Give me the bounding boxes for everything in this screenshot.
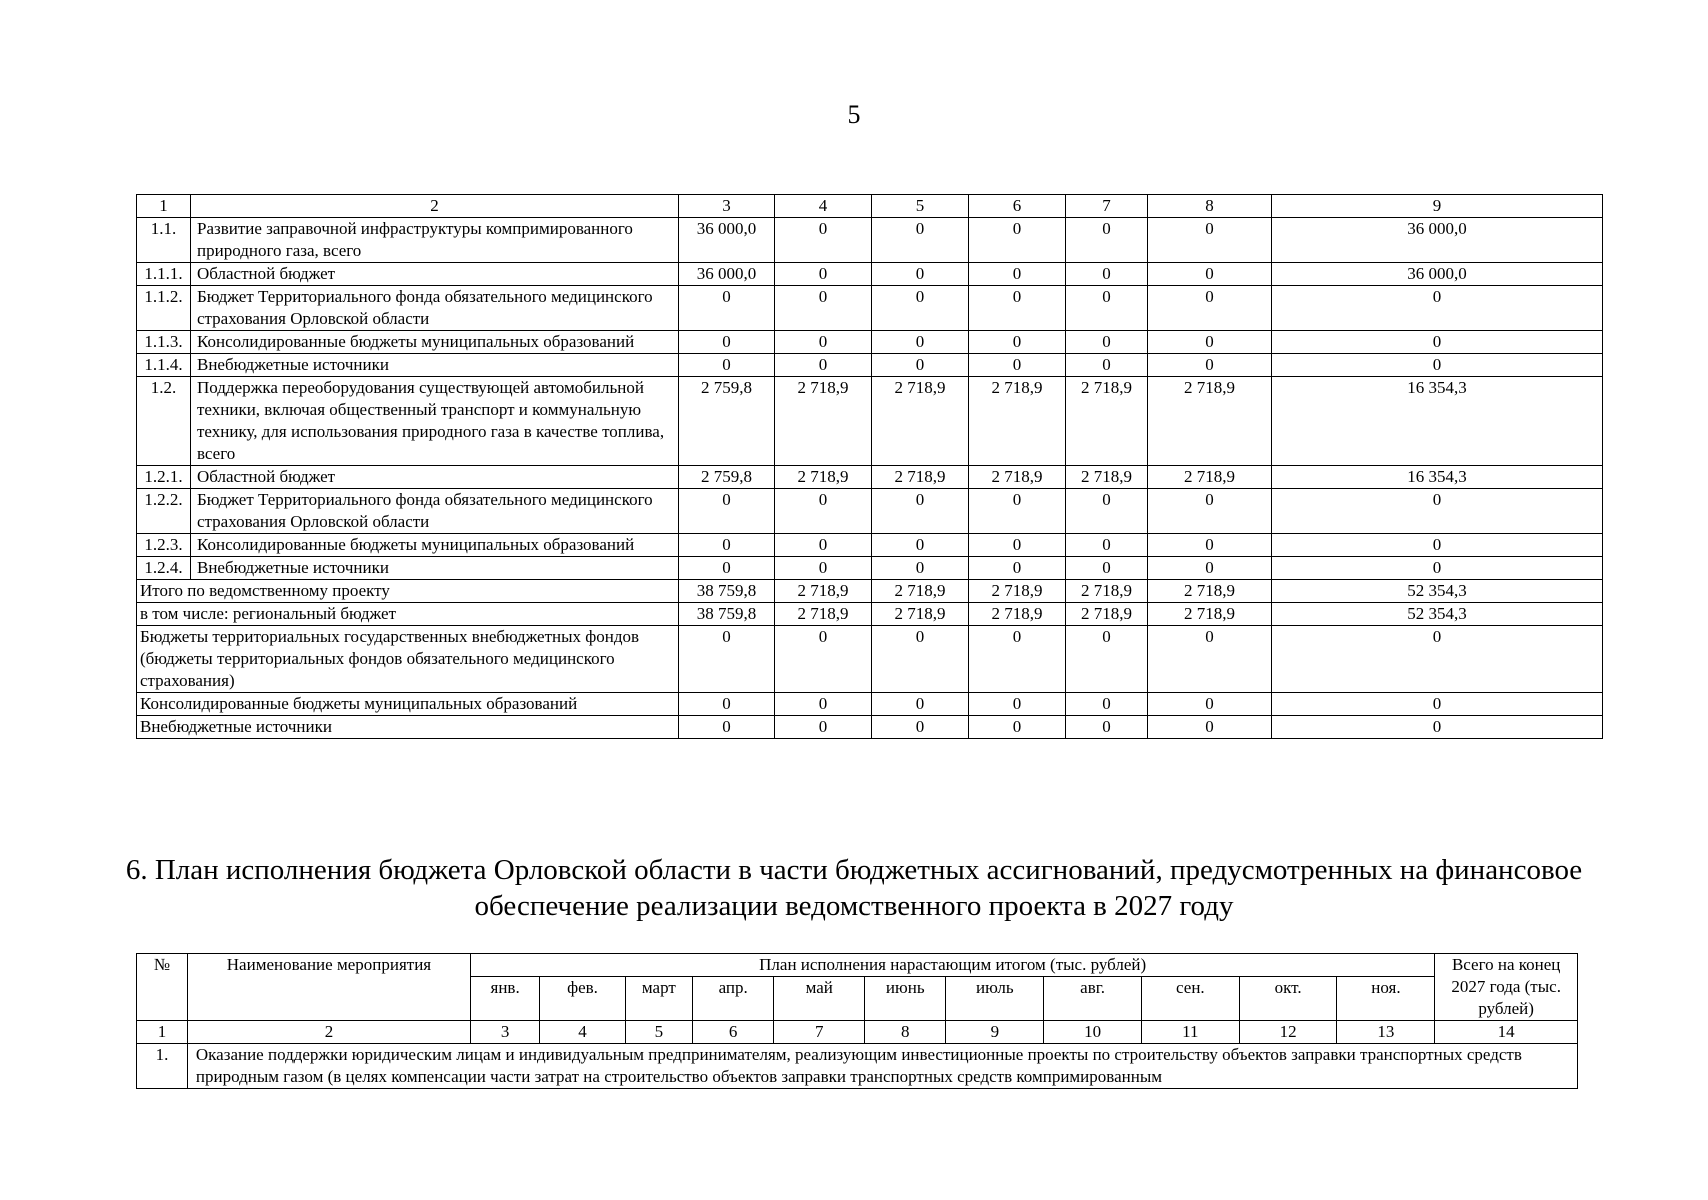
total-row-name: Итого по ведомственному проекту [137,580,679,603]
value-cell: 0 [775,534,872,557]
value-cell: 2 718,9 [872,603,969,626]
value-cell: 0 [679,557,775,580]
value-cell: 0 [1066,331,1148,354]
value-cell: 0 [872,218,969,263]
total-row [137,693,1603,716]
row-name: Консолидированные бюджеты муниципальных образований [191,534,679,557]
value-cell: 0 [969,626,1066,693]
month-header: сен. [1141,977,1239,1021]
value-cell: 2 759,8 [679,466,775,489]
value-cell: 0 [775,489,872,534]
value-cell: 2 718,9 [872,377,969,466]
value-cell: 0 [679,286,775,331]
value-cell: 38 759,8 [679,603,775,626]
value-cell: 2 718,9 [969,466,1066,489]
row-number: 1. [137,1044,188,1089]
column-index-cell: 9 [946,1021,1044,1044]
value-cell: 0 [1148,218,1272,263]
row-number: 1.1.1. [137,263,191,286]
col-plan-header: План исполнения нарастающим итогом (тыс. рублей) [470,954,1434,977]
value-cell: 2 718,9 [1148,603,1272,626]
value-cell: 0 [775,218,872,263]
col-total-header: Всего на конец 2027 года (тыс. рублей) [1435,954,1578,1021]
value-cell: 2 718,9 [1066,377,1148,466]
value-cell: 0 [872,331,969,354]
value-cell: 36 000,0 [679,263,775,286]
value-cell: 0 [969,331,1066,354]
value-cell: 36 000,0 [679,218,775,263]
value-cell: 0 [679,693,775,716]
column-index-cell: 10 [1044,1021,1142,1044]
value-cell: 0 [1148,263,1272,286]
value-cell: 0 [775,626,872,693]
value-cell: 38 759,8 [679,580,775,603]
column-index-cell: 4 [775,195,872,218]
header-row [137,195,1603,218]
value-cell: 0 [872,716,969,739]
column-index-cell: 11 [1141,1021,1239,1044]
total-row [137,626,1603,693]
section-6-title-line2: обеспечение реализации ведомственного проекта в 2027 году [474,890,1234,922]
col-number-header: № [137,954,188,1021]
row-number: 1.2.4. [137,557,191,580]
value-cell: 0 [1148,286,1272,331]
column-index-cell: 1 [137,1021,188,1044]
total-row [137,603,1603,626]
total-row [137,580,1603,603]
value-cell: 0 [872,534,969,557]
value-cell: 0 [1148,331,1272,354]
column-index-cell: 1 [137,195,191,218]
row-number: 1.1.3. [137,331,191,354]
value-cell: 0 [1148,534,1272,557]
table-row [137,286,1603,331]
value-cell: 2 718,9 [872,466,969,489]
col-name-header: Наименование мероприятия [187,954,470,1021]
value-cell: 0 [1272,354,1603,377]
column-index-cell: 6 [692,1021,773,1044]
value-cell: 0 [1066,489,1148,534]
value-cell: 2 718,9 [969,603,1066,626]
value-cell: 0 [1272,716,1603,739]
value-cell: 0 [969,693,1066,716]
column-index-cell: 12 [1239,1021,1337,1044]
value-cell: 0 [1272,331,1603,354]
value-cell: 2 718,9 [775,580,872,603]
month-header: июль [946,977,1044,1021]
value-cell: 0 [872,626,969,693]
month-header: март [625,977,692,1021]
row-number: 1.1.4. [137,354,191,377]
value-cell: 0 [1272,557,1603,580]
value-cell: 2 718,9 [872,580,969,603]
execution-plan-table [136,953,1578,1089]
month-header: фев. [540,977,626,1021]
column-index-cell: 13 [1337,1021,1435,1044]
value-cell: 0 [775,286,872,331]
value-cell: 2 718,9 [1066,603,1148,626]
table-row [137,354,1603,377]
value-cell: 0 [775,263,872,286]
value-cell: 36 000,0 [1272,263,1603,286]
column-index-cell: 5 [872,195,969,218]
row-name: Областной бюджет [191,466,679,489]
table2-header-row [137,954,1578,977]
value-cell: 52 354,3 [1272,580,1603,603]
table-row [137,263,1603,286]
value-cell: 0 [1066,716,1148,739]
table-row [137,466,1603,489]
row-number: 1.2.2. [137,489,191,534]
value-cell: 0 [872,693,969,716]
value-cell: 2 718,9 [1066,466,1148,489]
value-cell: 2 718,9 [775,466,872,489]
value-cell: 0 [775,557,872,580]
column-index-cell: 9 [1272,195,1603,218]
value-cell: 0 [1272,489,1603,534]
section-6-heading [0,852,1708,924]
month-header: июнь [865,977,946,1021]
row-number: 1.2. [137,377,191,466]
total-row-name: в том числе: региональный бюджет [137,603,679,626]
value-cell: 0 [1066,218,1148,263]
value-cell: 2 718,9 [1066,580,1148,603]
row-name: Поддержка переоборудования существующей автомобильной техники, включая общественный транспорт и коммунальную технику, для использования природного газа в качестве топлива, всего [191,377,679,466]
value-cell: 2 718,9 [969,377,1066,466]
table-row [137,489,1603,534]
value-cell: 0 [1148,716,1272,739]
row-name: Бюджет Территориального фонда обязательного медицинского страхования Орловской области [191,489,679,534]
value-cell: 0 [775,331,872,354]
value-cell: 0 [679,534,775,557]
month-header: апр. [692,977,773,1021]
month-header: янв. [470,977,539,1021]
column-index-cell: 2 [191,195,679,218]
value-cell: 0 [872,489,969,534]
value-cell: 0 [1272,626,1603,693]
value-cell: 0 [1148,489,1272,534]
total-row [137,716,1603,739]
value-cell: 0 [1272,693,1603,716]
value-cell: 2 718,9 [1148,466,1272,489]
value-cell: 0 [679,354,775,377]
value-cell: 16 354,3 [1272,466,1603,489]
value-cell: 2 718,9 [1148,377,1272,466]
row-name: Внебюджетные источники [191,557,679,580]
index-row [137,1021,1578,1044]
value-cell: 0 [1066,557,1148,580]
value-cell: 0 [775,716,872,739]
row-number: 1.2.1. [137,466,191,489]
value-cell: 2 718,9 [775,377,872,466]
column-index-cell: 3 [470,1021,539,1044]
column-index-cell: 7 [1066,195,1148,218]
value-cell: 0 [969,286,1066,331]
row-number: 1.1.2. [137,286,191,331]
value-cell: 0 [969,263,1066,286]
value-cell: 0 [1066,286,1148,331]
value-cell: 2 759,8 [679,377,775,466]
row-number: 1.2.3. [137,534,191,557]
row-text: Оказание поддержки юридическим лицам и индивидуальным предпринимателям, реализующим инвестиционные проекты по строительству объектов заправки транспортных средств природным газом (в целях компенсации части затрат на строительство объектов заправки транспортных средств компримированным [187,1044,1577,1089]
table-row [137,331,1603,354]
value-cell: 0 [1148,354,1272,377]
row-number: 1.1. [137,218,191,263]
value-cell: 2 718,9 [969,580,1066,603]
value-cell: 0 [969,218,1066,263]
value-cell: 2 718,9 [775,603,872,626]
row-name: Внебюджетные источники [191,354,679,377]
value-cell: 0 [872,354,969,377]
value-cell: 0 [1272,534,1603,557]
column-index-cell: 4 [540,1021,626,1044]
column-index-cell: 7 [774,1021,865,1044]
column-index-cell: 3 [679,195,775,218]
value-cell: 0 [1066,354,1148,377]
table-row [137,377,1603,466]
value-cell: 0 [1066,626,1148,693]
page-number: 5 [847,100,861,129]
value-cell: 0 [969,716,1066,739]
value-cell: 16 354,3 [1272,377,1603,466]
value-cell: 0 [872,263,969,286]
value-cell: 0 [679,626,775,693]
row-name: Областной бюджет [191,263,679,286]
table-row [137,557,1603,580]
value-cell: 0 [1066,693,1148,716]
value-cell: 0 [1066,534,1148,557]
month-header: окт. [1239,977,1337,1021]
value-cell: 0 [969,489,1066,534]
value-cell: 0 [969,557,1066,580]
value-cell: 0 [1066,263,1148,286]
column-index-cell: 8 [1148,195,1272,218]
column-index-cell: 5 [625,1021,692,1044]
month-header: авг. [1044,977,1142,1021]
budget-table [136,194,1603,739]
total-row-name: Консолидированные бюджеты муниципальных образований [137,693,679,716]
column-index-cell: 6 [969,195,1066,218]
row-name: Развитие заправочной инфраструктуры компримированного природного газа, всего [191,218,679,263]
value-cell: 0 [1148,626,1272,693]
column-index-cell: 2 [187,1021,470,1044]
value-cell: 0 [679,331,775,354]
value-cell: 0 [775,354,872,377]
value-cell: 0 [969,354,1066,377]
total-row-name: Внебюджетные источники [137,716,679,739]
table-row [137,1044,1578,1089]
table-row [137,534,1603,557]
value-cell: 0 [1148,693,1272,716]
value-cell: 0 [679,489,775,534]
value-cell: 2 718,9 [1148,580,1272,603]
value-cell: 0 [969,534,1066,557]
table-row [137,218,1603,263]
value-cell: 0 [1148,557,1272,580]
section-6-title-line1: 6. План исполнения бюджета Орловской области в части бюджетных ассигнований, предусмотренных на финансовое [125,854,1583,886]
value-cell: 36 000,0 [1272,218,1603,263]
value-cell: 0 [872,286,969,331]
total-row-name: Бюджеты территориальных государственных внебюджетных фондов (бюджеты территориальных фондов обязательного медицинского страхования) [137,626,679,693]
value-cell: 0 [1272,286,1603,331]
value-cell: 0 [872,557,969,580]
month-header: май [774,977,865,1021]
row-name: Консолидированные бюджеты муниципальных образований [191,331,679,354]
column-index-cell: 14 [1435,1021,1578,1044]
value-cell: 52 354,3 [1272,603,1603,626]
row-name: Бюджет Территориального фонда обязательного медицинского страхования Орловской области [191,286,679,331]
value-cell: 0 [775,693,872,716]
month-header: ноя. [1337,977,1435,1021]
value-cell: 0 [679,716,775,739]
column-index-cell: 8 [865,1021,946,1044]
